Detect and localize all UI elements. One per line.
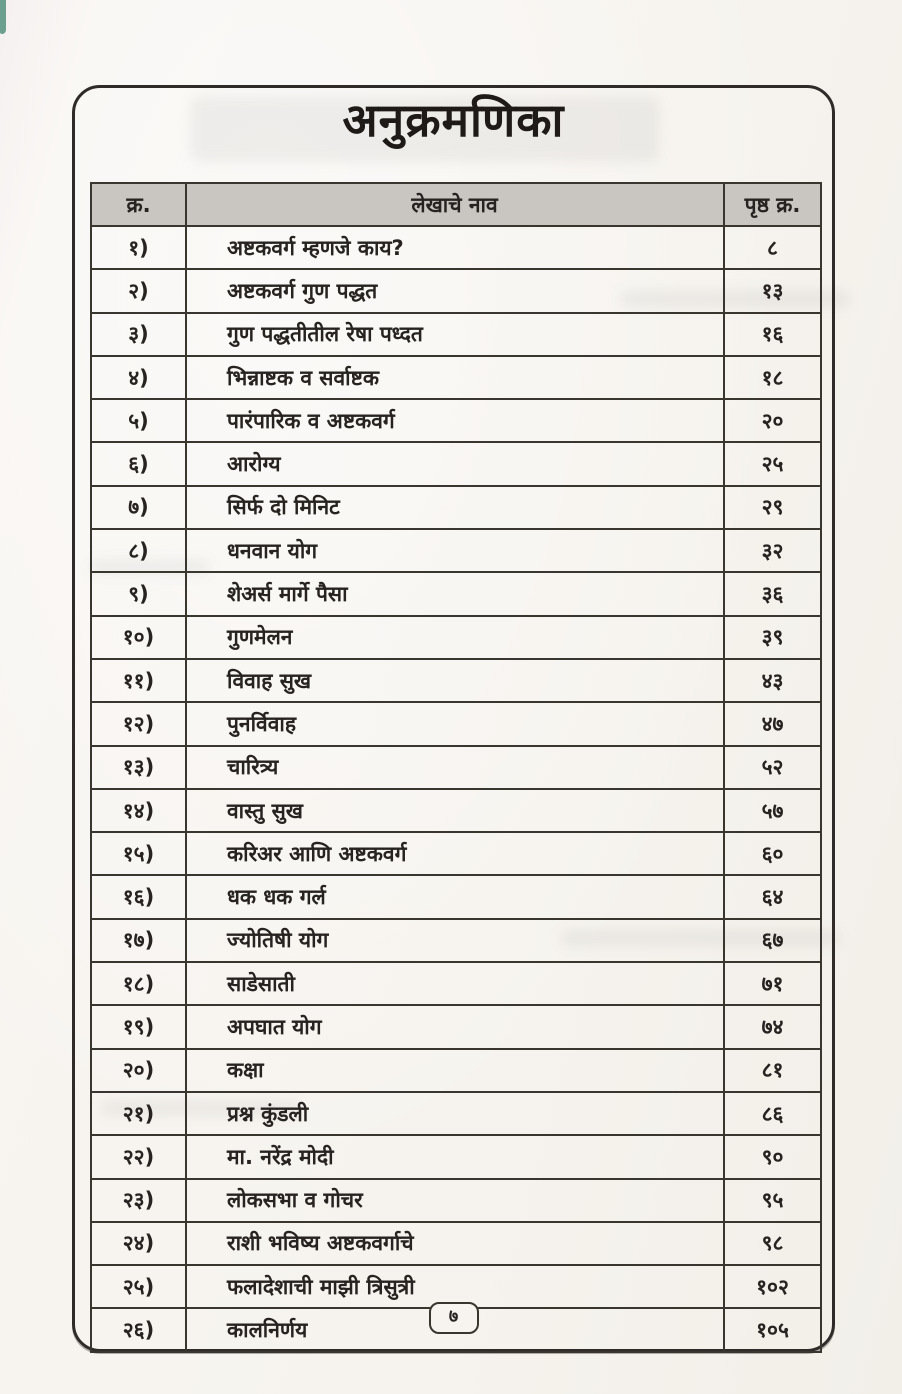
- toc-row-page: १८: [724, 356, 821, 399]
- toc-row: [91, 875, 821, 918]
- toc-row-page: ३६: [724, 572, 821, 615]
- toc-row-page: ४३: [724, 659, 821, 702]
- toc-row-article: गुण पद्धतीतील रेषा पध्दत: [186, 313, 724, 356]
- toc-row-serial: १७): [91, 919, 186, 962]
- toc-row-serial: २६): [91, 1308, 186, 1351]
- toc-row-article: पुनर्विवाह: [186, 702, 724, 745]
- toc-row-article: मा. नरेंद्र मोदी: [186, 1135, 724, 1178]
- toc-row-serial: ६): [91, 442, 186, 485]
- toc-row-article: भिन्नाष्टक व सर्वाष्टक: [186, 356, 724, 399]
- toc-row-serial: १९): [91, 1005, 186, 1048]
- toc-row-serial: १०): [91, 616, 186, 659]
- toc-row-serial: २): [91, 269, 186, 312]
- toc-row-article: लोकसभा व गोचर: [186, 1179, 724, 1222]
- toc-row-serial: ५): [91, 399, 186, 442]
- toc-row-article: कक्षा: [186, 1049, 724, 1092]
- toc-row-serial: १४): [91, 789, 186, 832]
- toc-header-serial: क्र.: [91, 183, 186, 226]
- toc-row-article: धक धक गर्ल: [186, 875, 724, 918]
- toc-row-article: अष्टकवर्ग म्हणजे काय?: [186, 226, 724, 269]
- page-title: अनुक्रमणिका: [342, 93, 565, 147]
- toc-row-article: चारित्र्य: [186, 746, 724, 789]
- toc-row: [91, 702, 821, 745]
- toc-row-page: ६४: [724, 875, 821, 918]
- toc-row: [91, 356, 821, 399]
- toc-row: [91, 659, 821, 702]
- toc-header-article: लेखाचे नाव: [186, 183, 724, 226]
- toc-row-article: गुणमेलन: [186, 616, 724, 659]
- toc-row-page: ९८: [724, 1222, 821, 1265]
- toc-row-serial: ७): [91, 486, 186, 529]
- toc-row-article: विवाह सुख: [186, 659, 724, 702]
- toc-row-article: अष्टकवर्ग गुण पद्धत: [186, 269, 724, 312]
- toc-row-serial: ४): [91, 356, 186, 399]
- toc-row-page: ८१: [724, 1049, 821, 1092]
- toc-row-article: वास्तु सुख: [186, 789, 724, 832]
- toc-row-article: प्रश्न कुंडली: [186, 1092, 724, 1135]
- toc-header-row: [91, 183, 821, 226]
- toc-row-serial: २२): [91, 1135, 186, 1178]
- toc-row: [91, 486, 821, 529]
- toc-row: [91, 572, 821, 615]
- toc-row-article: धनवान योग: [186, 529, 724, 572]
- toc-row: [91, 1049, 821, 1092]
- footer-page-number-badge: [429, 1302, 479, 1334]
- toc-row-page: ५७: [724, 789, 821, 832]
- toc-row: [91, 746, 821, 789]
- toc-row-page: ८६: [724, 1092, 821, 1135]
- toc-row-page: ७४: [724, 1005, 821, 1048]
- toc-row-page: ७१: [724, 962, 821, 1005]
- toc-row-serial: ११): [91, 659, 186, 702]
- toc-row-page: ३२: [724, 529, 821, 572]
- toc-table: [90, 182, 822, 1353]
- toc-row-serial: ३): [91, 313, 186, 356]
- toc-header-page: पृष्ठ क्र.: [724, 183, 821, 226]
- toc-row-page: ४७: [724, 702, 821, 745]
- toc-row-serial: ९): [91, 572, 186, 615]
- toc-row: [91, 1005, 821, 1048]
- toc-row: [91, 399, 821, 442]
- toc-row-serial: २०): [91, 1049, 186, 1092]
- toc-row-article: साडेसाती: [186, 962, 724, 1005]
- toc-row: [91, 789, 821, 832]
- toc-row: [91, 313, 821, 356]
- toc-row: [91, 1179, 821, 1222]
- toc-row-article: फलादेशाची माझी त्रिसुत्री: [186, 1265, 724, 1308]
- corner-accent-mark: [0, 0, 6, 34]
- toc-row-article: आरोग्य: [186, 442, 724, 485]
- toc-row: [91, 442, 821, 485]
- toc-row-serial: १३): [91, 746, 186, 789]
- toc-row-serial: १): [91, 226, 186, 269]
- toc-row-page: १३: [724, 269, 821, 312]
- toc-row-serial: ८): [91, 529, 186, 572]
- toc-row: [91, 1135, 821, 1178]
- toc-row-serial: २३): [91, 1179, 186, 1222]
- toc-row-page: ९०: [724, 1135, 821, 1178]
- toc-row-serial: १८): [91, 962, 186, 1005]
- toc-row-page: ८: [724, 226, 821, 269]
- toc-row-serial: २४): [91, 1222, 186, 1265]
- toc-row-article: अपघात योग: [186, 1005, 724, 1048]
- page-border-frame: [72, 85, 835, 1352]
- toc-row-page: १६: [724, 313, 821, 356]
- toc-row-article: करिअर आणि अष्टकवर्ग: [186, 832, 724, 875]
- toc-row: [91, 616, 821, 659]
- toc-row-page: २५: [724, 442, 821, 485]
- toc-row-serial: २५): [91, 1265, 186, 1308]
- toc-row-page: ५२: [724, 746, 821, 789]
- toc-row-article: राशी भविष्य अष्टकवर्गाचे: [186, 1222, 724, 1265]
- toc-row-article: शेअर्स मार्गे पैसा: [186, 572, 724, 615]
- toc-row: [91, 226, 821, 269]
- toc-row-serial: २१): [91, 1092, 186, 1135]
- toc-row-article: सिर्फ दो मिनिट: [186, 486, 724, 529]
- toc-row-page: २०: [724, 399, 821, 442]
- toc-row-page: २९: [724, 486, 821, 529]
- toc-row: [91, 832, 821, 875]
- toc-row-serial: १५): [91, 832, 186, 875]
- toc-row-page: ६०: [724, 832, 821, 875]
- toc-row-page: ३९: [724, 616, 821, 659]
- toc-row-page: ६७: [724, 919, 821, 962]
- toc-row: [91, 269, 821, 312]
- toc-row-page: १०५: [724, 1308, 821, 1351]
- toc-row-article: कालनिर्णय: [186, 1308, 724, 1351]
- toc-row: [91, 919, 821, 962]
- toc-row: [91, 1222, 821, 1265]
- toc-row-serial: १६): [91, 875, 186, 918]
- toc-row: [91, 962, 821, 1005]
- toc-row-serial: १२): [91, 702, 186, 745]
- toc-row-page: १०२: [724, 1265, 821, 1308]
- footer-page-number: ७: [448, 1306, 459, 1327]
- toc-row: [91, 529, 821, 572]
- toc-row-article: ज्योतिषी योग: [186, 919, 724, 962]
- toc-row-page: ९५: [724, 1179, 821, 1222]
- toc-row: [91, 1092, 821, 1135]
- toc-row-article: पारंपारिक व अष्टकवर्ग: [186, 399, 724, 442]
